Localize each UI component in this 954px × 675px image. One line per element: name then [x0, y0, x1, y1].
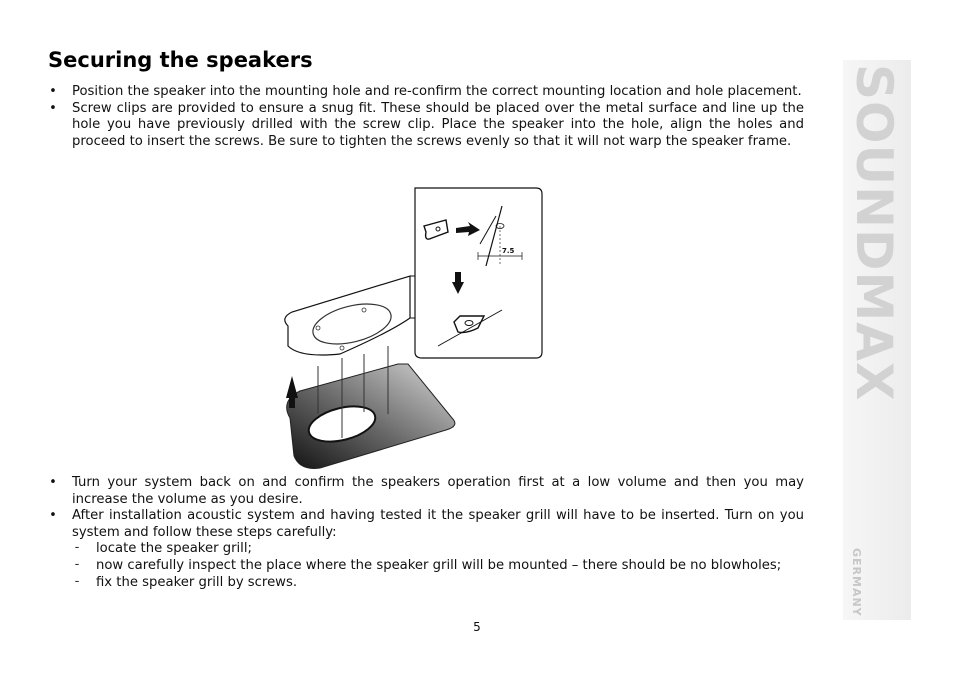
steps-list	[72, 541, 804, 591]
step-text: now carefully inspect the place where the speaker grill will be mounted – there should be no blowholes;	[96, 557, 782, 573]
inset-detail	[415, 188, 542, 358]
step-text: fix the speaker grill by screws.	[96, 574, 298, 590]
page-title: Securing the speakers	[48, 48, 313, 72]
bullet-icon: •	[49, 100, 57, 116]
step-item	[72, 541, 804, 558]
list-item	[48, 84, 804, 101]
page-number: 5	[473, 620, 481, 634]
bullet-icon: •	[49, 84, 57, 99]
list-item-text: After installation acoustic system and having tested it the speaker grill will have to be inserted. Turn on you system and follow these steps carefully:	[72, 508, 804, 540]
dash-icon: -	[74, 573, 80, 589]
bullet-icon: •	[49, 475, 57, 490]
brand-logo: SOUNDMAX	[845, 64, 903, 402]
instruction-list-top	[48, 84, 804, 150]
dimension-label: 7.5	[502, 247, 515, 255]
step-text: locate the speaker grill;	[96, 541, 252, 557]
mounting-diagram	[270, 186, 550, 471]
list-item-text: Turn your system back on and confirm the speakers operation first at a low volume and then you may increase the volume as you desire.	[72, 475, 804, 507]
bullet-icon: •	[49, 508, 57, 524]
list-item	[48, 508, 804, 591]
list-item-text: Position the speaker into the mounting hole and re-confirm the correct mounting location and hole placement.	[72, 84, 802, 99]
list-item	[48, 101, 804, 151]
brand-subtitle: GERMANY	[850, 548, 863, 617]
step-item	[72, 575, 804, 592]
list-item-text: Screw clips are provided to ensure a snug fit. These should be placed over the metal surface and line up the hole you have previously drilled with the screw clip. Place the speaker into the hole, align the holes and proceed to insert the screws. Be sure to tighten the screws evenly so that it will not warp the speaker frame.	[72, 100, 804, 149]
dash-icon: -	[74, 540, 80, 556]
dash-icon: -	[74, 556, 80, 572]
speaker-mounting-illustration	[270, 186, 550, 471]
instruction-list-bottom	[48, 475, 804, 591]
step-item	[72, 558, 804, 575]
list-item	[48, 475, 804, 508]
